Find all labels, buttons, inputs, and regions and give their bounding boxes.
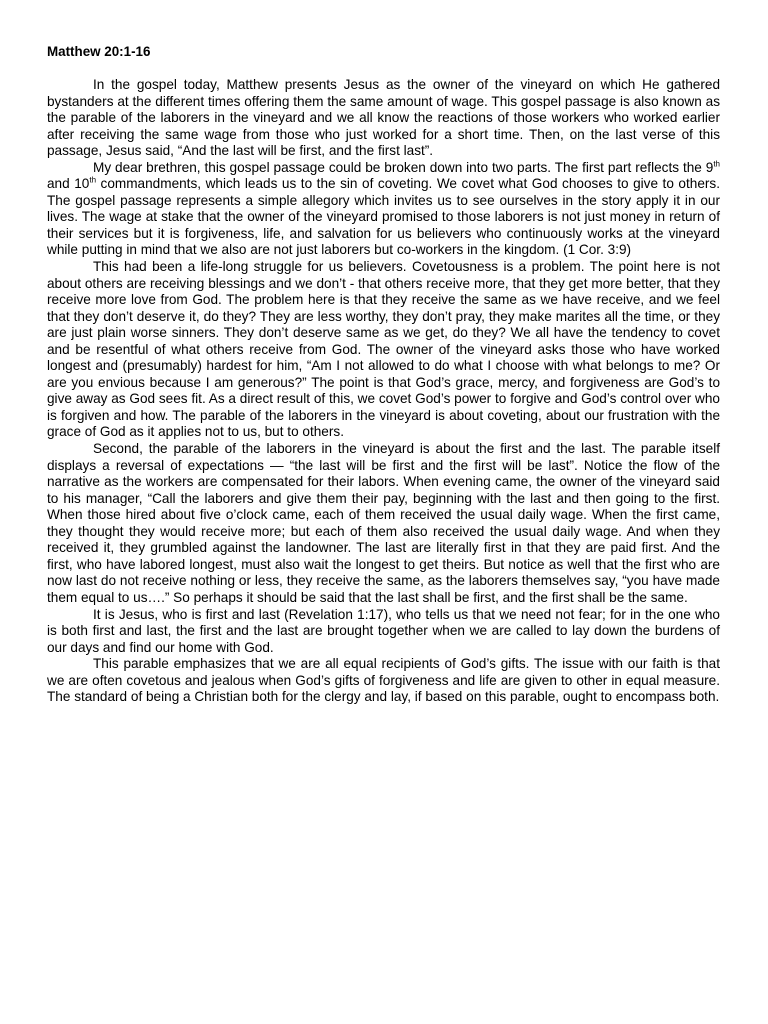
paragraph-2-part-b: and 10 <box>47 176 90 192</box>
paragraph-4: Second, the parable of the laborers in the vineyard is about the first and the last. The parable itself displays a reversal of expectations — “the last will be first and the first will be last”. Notice the flow of the narrative as the workers are compensated for their labors. When evening came, the owner of the vineyard said to his manager, “Call the laborers and give them their pay, beginning with the last and then going to the first. When those hired about five o’clock came, each of them received the usual daily wage. When the first came, they thought they would receive more; but each of them also received the usual daily wage. And when they received it, they grumbled against the landowner. The last are literally first in that they are paid first. And the first, who have labored longest, must also wait the longest to get theirs. But notice as well that the first who are now last do not receive nothing or less, they receive the same, as the laborers themselves say, “you have made them equal to us….” So perhaps it should be said that the last shall be first, and the first shall be the same. <box>47 441 720 605</box>
paragraph-2-part-a: My dear brethren, this gospel passage could be broken down into two parts. The first part reflects the 9 <box>93 159 714 175</box>
ordinal-suffix: th <box>713 159 720 169</box>
document-title: Matthew 20:1-16 <box>47 44 151 59</box>
paragraph-1: In the gospel today, Matthew presents Jesus as the owner of the vineyard on which He gathered bystanders at the different times offering them the same amount of wage. This gospel passage is also known as the parable of the laborers in the vineyard and we all know the reactions of those workers who worked earlier after receiving the same wage from those who just worked for a short time. Then, on the last verse of this passage, Jesus said, “And the last will be first, and the first last”. <box>47 77 720 159</box>
paragraph-6: This parable emphasizes that we are all equal recipients of God’s gifts. The issue with our faith is that we are often covetous and jealous when God’s gifts of forgiveness and life are given to other in equal measure. The standard of being a Christian both for the clergy and lay, if based on this parable, ought to encompass both. <box>47 656 720 705</box>
paragraph-2-part-c: commandments, which leads us to the sin of coveting. We covet what God chooses to give to others. The gospel passage represents a simple allegory which invites us to see ourselves in the story apply it in our lives. The wage at stake that the owner of the vineyard promised to those laborers is not just money in return of their services but it is forgiveness, life, and salvation for us believers who continuously works at the vineyard while putting in mind that we also are not just laborers but co-workers in the kingdom. (1 Cor. 3:9) <box>47 176 720 258</box>
paragraph-2 <box>47 160 720 259</box>
paragraph-3: This had been a life-long struggle for us believers. Covetousness is a problem. The point here is not about others are receiving blessings and we don’t - that others receive more, that they get more better, that they receive more love from God. The problem here is that they receive the same as we have receive, and we feel that they don’t deserve it, do they? They are less worthy, they don’t pray, they make marites all the time, or they are just plain worse sinners. They don’t deserve same as we get, do they? We all have the tendency to covet and be resentful of what others receive from God. The owner of the vineyard asks those who have worked longest and (presumably) hardest for him, “Am I not allowed to do what I choose with what belongs to me? Or are you envious because I am generous?” The point is that God’s grace, mercy, and forgiveness are God’s to give away as God sees fit. As a direct result of this, we covet God’s power to forgive and God’s control over who is forgiven and how. The parable of the laborers in the vineyard is about coveting, about our frustration with the grace of God as it applies not to us, but to others. <box>47 259 720 440</box>
paragraph-5: It is Jesus, who is first and last (Revelation 1:17), who tells us that we need not fear; for in the one who is both first and last, the first and the last are brought together when we are called to lay down the burdens of our days and find our home with God. <box>47 606 720 655</box>
document-page <box>47 43 720 706</box>
ordinal-suffix: th <box>89 175 97 185</box>
